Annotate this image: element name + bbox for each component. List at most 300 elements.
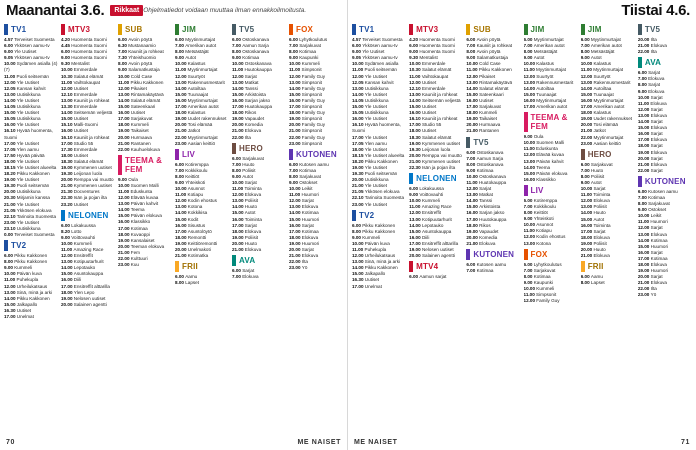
program-entry: 10.00 Asunnot xyxy=(175,186,205,192)
program-entry: 4.57 Terveiset Suomesta xyxy=(352,37,403,42)
program-entry: 20.00 Ilta xyxy=(637,37,657,42)
right-column-4 xyxy=(524,22,578,432)
program-entry: 7.30 Yhteishuomio xyxy=(118,55,157,61)
program-entry: 9.00 Voittovauhti xyxy=(409,192,444,198)
program-entry: 20.00 Uutisikkuna xyxy=(4,189,41,195)
program-entry: 17.00 Asuntolöytö xyxy=(175,228,212,234)
program-entry: 14.00 Kotimaa xyxy=(289,210,319,216)
program-entry: 21.00 Rantanen xyxy=(466,128,500,134)
right-header xyxy=(348,0,696,20)
program-entry: 14.00 Autoiltaa xyxy=(175,85,206,91)
program-entry: 16.00 Sarjat xyxy=(289,222,314,228)
program-entry: 7.00 Aamun Sarja xyxy=(232,43,269,49)
program-entry: 9.00 Yle Uutiset xyxy=(352,49,385,55)
program-entry: 17.05 Ylen aamu xyxy=(4,146,39,152)
left-publication: ME NAISET xyxy=(297,438,341,446)
program-entry: 18.00 Family Guy xyxy=(289,110,326,116)
program-entry: 13.00 Kauniit ja rohkeat xyxy=(409,91,458,97)
program-entry: 9.00 Salamatkustaja xyxy=(118,67,160,73)
program-entry: 17.00 Kotimaa xyxy=(289,228,319,234)
program-entry: 6.00 Lyhytkoulutus xyxy=(289,37,328,42)
program-entry: 15.00 Sateenkaari xyxy=(118,104,156,110)
program-entry: 12.00 Sarjat xyxy=(466,186,492,192)
program-entry: 6.00 Sarjat xyxy=(232,268,255,274)
program-entry: 10.00 Ostoskanava xyxy=(232,61,272,67)
left-column-1 xyxy=(4,22,58,432)
channel-heading: LIV xyxy=(524,185,578,196)
channel-heading: SUB xyxy=(118,24,172,35)
program-entry: 9.00 Voittovauhti xyxy=(61,234,95,240)
program-entry: 15.00 Tuunaajat xyxy=(523,91,557,97)
program-entry: 14.00 Yle Uutiset xyxy=(4,97,39,103)
program-entry: 21.00 Rantanen xyxy=(118,140,151,146)
program-entry: 14.00 Huuto xyxy=(232,204,258,210)
program-entry: 19.00 Vapaudet xyxy=(232,116,265,122)
program-entry: 16.00 Toiminta xyxy=(232,216,262,222)
program-entry: 11.00 Huumori xyxy=(289,192,319,198)
program-entry: 7.00 Kotimaa xyxy=(466,268,494,274)
channel-heading: FRII xyxy=(175,261,229,272)
program-entry: 6.00 Huomenta Suomi xyxy=(61,49,107,55)
program-entry: 16.00 Uutiset xyxy=(409,110,437,116)
channel-heading: KUTONEN xyxy=(638,176,692,187)
program-entry: 15.00 Yle Uutiset xyxy=(352,104,387,110)
program-entry: 6.00 Aamu xyxy=(580,274,603,280)
program-entry: 12.00 Elokuva xyxy=(580,198,610,204)
program-entry: 18.00 Elokuva xyxy=(232,228,262,234)
program-entry: 6.00 Myytinmurtajat xyxy=(523,37,564,42)
program-entry: 10.00 Sarjat xyxy=(580,186,606,192)
program-entry: 18.00 Sarjat xyxy=(637,143,663,149)
program-entry: 8.00 Metsästäjät xyxy=(523,49,558,55)
program-entry: 6.00 Ostoskanava xyxy=(232,37,270,42)
channel-heading: AVA xyxy=(232,255,286,266)
program-entry: 13.00 Kauniit ja rohkeat xyxy=(61,97,110,103)
program-entry: 6.00 Kotiremppa xyxy=(523,197,558,203)
program-entry: 18.30 Salatut elämät xyxy=(61,158,104,164)
program-entry: 4.45 Huomenta Suomi xyxy=(61,43,107,49)
left-column-6 xyxy=(289,22,343,432)
program-entry: 9.00 Kummeli xyxy=(352,234,381,240)
program-entry: 8.00 Kotimaa xyxy=(289,49,317,55)
program-entry: 15.00 Tuunaajat xyxy=(580,91,614,97)
program-entry: 22.00 Myytinmurtajat xyxy=(580,134,624,140)
program-entry: 13.00 Elokuva xyxy=(637,112,667,118)
program-entry: 18.00 Kalastus xyxy=(175,110,206,116)
program-entry: 7.00 Sarjakuvat xyxy=(523,267,556,273)
program-entry: 11.00 Toiminta xyxy=(580,192,611,198)
program-entry: 14.00 Autoiltaa xyxy=(580,85,612,91)
program-entry: 11.00 Myytinmurtajat xyxy=(580,67,624,73)
program-entry: 21.00 Yle Uutiset xyxy=(352,183,387,189)
program-entry: 23.00 Yö xyxy=(289,265,308,271)
program-entry: 12.00 Kodin ehostus xyxy=(175,198,217,204)
channel-heading: TV5 xyxy=(638,24,692,35)
program-entry: 6.00 Aamun sarjat xyxy=(409,274,447,280)
program-entry: 6.00 Aamu xyxy=(175,274,198,280)
program-entry: 20.00 Huuto xyxy=(232,240,258,246)
program-entry: 21.00 Kotimatka xyxy=(175,253,209,259)
program-entry: 15.00 Päivän elokuva xyxy=(118,213,162,219)
program-entry: 17.00 Amerikan autot xyxy=(580,104,625,110)
program-entry: 19.00 Taikaiset xyxy=(118,128,149,134)
program-entry: 13.00 Päivän kahvit xyxy=(118,201,159,207)
program-entry: 6.00 Huomenta Suomi xyxy=(409,43,455,49)
program-entry: 16.00 Uutiset xyxy=(466,97,494,103)
program-entry: 9.00 Kaupunki xyxy=(523,279,553,285)
program-entry: 12.05 Kansan kahvit xyxy=(352,79,394,85)
program-entry: 8.00 Metsästäjät xyxy=(175,49,209,55)
program-entry: 8.00 Sarjat xyxy=(637,82,661,88)
program-entry: 22.00 Myytinmurtajat xyxy=(175,134,218,140)
program-entry: 7.00 Kokkikoulu xyxy=(175,167,208,173)
program-entry: 10.00 Kummeli xyxy=(289,61,320,67)
program-entry: 6.00 Ostoskanava xyxy=(466,149,504,155)
program-entry: 6.00 Ykkösen aamu-tv xyxy=(352,43,398,49)
program-entry: 23.00 Yle Uutiset xyxy=(352,201,387,207)
program-entry: 14.00 Yle Uutiset xyxy=(352,91,387,97)
program-entry: 10.00 Kalastus xyxy=(580,61,612,67)
program-entry: 8.00 Sarjakuvat xyxy=(289,173,321,179)
program-entry: 15.00 Autot xyxy=(580,216,605,222)
program-entry: 20.30 Mirjamin kanssa xyxy=(4,195,50,201)
program-entry: 22.00 Ilta xyxy=(637,49,657,55)
program-entry: 19.00 Kymmenen uutiset xyxy=(409,140,460,146)
program-entry: 10.00 Emmerdale xyxy=(409,61,446,67)
channel-heading: NELONEN xyxy=(61,210,115,221)
program-entry: 13.00 Rintamakäytävä xyxy=(466,79,513,85)
program-entry: 13.00 Rakennusmestarit xyxy=(580,79,631,85)
program-entry: 15.05 Uutisikkuna xyxy=(352,110,389,116)
program-entry: 18.00 Kummeli xyxy=(118,122,149,128)
program-entry: 7.00 Kauniit ja rohkeat xyxy=(118,49,164,55)
program-entry: 11.00 Vaihtokaupat xyxy=(409,73,449,79)
program-entry: 21.00 Simpsonit xyxy=(289,128,322,134)
program-entry: 21.00 Yle Uutiset xyxy=(4,201,39,207)
program-entry: 17.00 Unelmat xyxy=(4,314,34,320)
program-entry: 10.00 Sydämen asialla xyxy=(352,61,399,67)
program-entry: 9.00 Autot xyxy=(580,179,602,185)
program-entry: 6.00 Sarjakuvat xyxy=(232,155,264,161)
program-entry: 16.00 Yle Uutiset xyxy=(4,122,39,128)
program-entry: 11.00 Elokuva xyxy=(637,100,667,106)
program-entry: 16.00 Klassikko xyxy=(523,176,556,182)
program-entry: 16.00 Myytinmurtajat xyxy=(580,97,624,103)
program-entry: 13.00 Kotona xyxy=(175,204,203,210)
program-entry: 8.00 Metsästäjät xyxy=(580,49,615,55)
program-entry: 6.00 Myytinmurtajat xyxy=(580,37,621,42)
program-entry: 22.10 Tarinoita Suomesta xyxy=(352,195,405,201)
program-entry: 14.00 Sarjat xyxy=(637,119,663,125)
program-entry: 8.20 Lotto xyxy=(61,228,82,234)
left-header xyxy=(0,0,347,20)
program-entry: 6.30 Mustanaamio xyxy=(118,43,156,49)
program-entry: 10.00 Sarjat xyxy=(232,179,257,185)
program-entry: 22.00 Kauhuelokuva xyxy=(118,146,160,152)
program-entry: 7.00 Elokuva xyxy=(232,274,259,280)
program-entry: 17.00 Amerikan autot xyxy=(175,104,219,110)
program-entry: 11.00 Huutokauppa xyxy=(466,179,507,185)
program-entry: 14.00 Teema xyxy=(523,164,551,170)
program-entry: 22.00 Ilta xyxy=(232,134,251,140)
program-entry: 10.00 Päivän kuva xyxy=(352,240,390,246)
program-entry: 16.00 Diili xyxy=(61,277,82,283)
program-entry: 14.00 Pikku Kakkonen xyxy=(352,265,398,271)
program-entry: 14.05 Uutisikkuna xyxy=(352,97,389,103)
program-entry: 20.00 Remppa vai muutto xyxy=(409,152,462,158)
channel-heading: TV2 xyxy=(352,210,406,221)
right-page xyxy=(348,0,696,450)
program-entry: 20.00 Teeman elokuva xyxy=(118,243,165,249)
program-entry: 18.15 Yle Uutiset alueelta xyxy=(352,152,405,158)
program-entry: 16.00 Yle Uutiset xyxy=(352,116,387,122)
program-entry: 20.00 Sarjat xyxy=(289,247,314,252)
program-entry: 22.00 Sarjat xyxy=(637,167,663,173)
program-entry: 7.00 Huuto xyxy=(580,167,604,173)
program-entry: 20.00 Family Guy xyxy=(289,122,326,128)
left-listings xyxy=(4,22,343,432)
program-entry: 10.30 Salatut elämät xyxy=(61,73,104,79)
channel-heading: TV5 xyxy=(466,137,520,148)
program-entry: 20.00 Salainen agentti xyxy=(409,253,455,259)
program-entry: 16.10 Kauniit ja rohkeat xyxy=(409,116,458,122)
program-entry: 6.00 Lokakuussa xyxy=(61,222,96,228)
channel-heading: FOX xyxy=(289,24,343,35)
program-entry: 13.00 Matkat xyxy=(466,192,493,198)
program-entry: 9.00 Yhteiskoti xyxy=(175,179,206,185)
channel-heading: KUTONEN xyxy=(289,149,343,160)
program-entry: 13.00 Kotona xyxy=(523,240,551,246)
program-entry: 14.00 Lepotauko xyxy=(409,222,444,228)
left-day-title: Maanantai 3.6. xyxy=(6,1,105,19)
program-entry: 22.10 Tarinoita Suomesta xyxy=(4,213,57,219)
program-entry: 11.00 Puoli seitsemän xyxy=(4,73,49,79)
program-entry: 17.50 Hyvää päivää xyxy=(4,152,45,158)
program-entry: 9.00 Oula xyxy=(118,176,138,182)
program-entry: 11.00 Myytinmurtajat xyxy=(175,67,218,73)
program-entry: 22.00 Ilta xyxy=(289,259,308,265)
program-entry: 19.30 Puoli seitsemän xyxy=(4,183,50,189)
program-entry: 19.30 Puoli seitsemän xyxy=(352,171,398,177)
program-entry: 23.20 Uutiset xyxy=(61,201,89,207)
channel-heading: JIM xyxy=(524,24,578,35)
program-entry: 9.00 Ostokset xyxy=(637,207,667,213)
left-page-number: 70 xyxy=(6,438,15,446)
program-entry: 22.00 Ilta xyxy=(637,286,657,292)
program-entry: 12.00 Suurtyöt xyxy=(580,73,611,79)
program-entry: 9.00 Huomenta Suomi xyxy=(409,49,455,55)
program-entry: 10.00 Emmerdale xyxy=(61,67,98,73)
program-entry: 9.00 Kotimaa xyxy=(232,55,260,61)
program-entry: 6.00 Kutosen aamu xyxy=(466,262,507,267)
channel-heading: FOX xyxy=(524,249,578,260)
program-entry: 4.20 Huomenta Suomi xyxy=(61,37,107,42)
program-entry: 20.00 Tosi elämää xyxy=(580,122,618,128)
program-entry: 12.00 Elävää kuvaa xyxy=(118,195,159,201)
program-entry: 19.00 Yle Uutiset xyxy=(352,164,387,170)
program-entry: 17.00 Sarjat xyxy=(580,228,606,234)
program-entry: 12.00 Yle Uutiset xyxy=(352,73,387,79)
program-entry: 10.00 Päivän kuva xyxy=(4,271,42,277)
program-entry: 11.00 Huutokauppa xyxy=(232,67,272,73)
program-entry: 18.20 Pikku Kakkonen xyxy=(4,171,50,177)
program-entry: 13.00 Elokuva xyxy=(289,204,319,210)
program-entry: 14.00 Seitsemän veljestä xyxy=(409,97,461,103)
left-column-3 xyxy=(118,22,172,432)
program-entry: 19.00 Kymmenen uutiset xyxy=(61,164,112,170)
program-entry: 13.30 Emmerdale xyxy=(61,104,98,110)
program-entry: 14.00 Salatut elämät xyxy=(466,85,509,91)
program-entry: 12.00 Ensitreffit xyxy=(61,253,93,259)
program-entry: 9.00 Oula xyxy=(523,134,544,140)
program-entry: 10.00 Asunnot xyxy=(523,222,554,228)
program-entry: 17.00 Kotimaa xyxy=(637,255,668,261)
program-entry: 7.00 Amerikan autot xyxy=(523,43,565,49)
program-entry: 20.00 Huuto xyxy=(580,247,606,252)
program-entry: 19.00 Uudet rakennukset xyxy=(580,116,633,122)
program-entry: 9.00 Kaupunki xyxy=(289,55,319,61)
program-entry: 15.00 Asuntokauppa xyxy=(409,228,452,234)
program-entry: 12.00 Sarjat xyxy=(637,225,663,231)
program-entry: 12.00 Urheilukatsaus xyxy=(352,253,396,259)
program-entry: 16.00 Sisustus xyxy=(175,222,206,228)
program-entry: 13.00 Rakennusmestarit xyxy=(175,79,225,85)
program-entry: 14.00 Tanssi xyxy=(232,85,258,91)
program-entry: 21.00 Jatkot xyxy=(175,128,201,134)
program-entry: 14.05 Uutisikkuna xyxy=(4,104,41,110)
program-entry: 12.05 Kansan kahvit xyxy=(4,85,46,91)
program-entry: 18.00 Uutiset xyxy=(409,128,437,134)
program-entry: 9.00 Autot xyxy=(523,55,545,61)
program-entry: 10.00 Leikit xyxy=(289,186,313,192)
right-column-3 xyxy=(466,22,520,432)
program-entry: 23.00 Aasian keittiö xyxy=(175,140,216,146)
channel-heading: TEEMA & FEM xyxy=(524,112,578,132)
channel-heading: HERO xyxy=(232,143,286,154)
program-entry: 17.30 Emmerdale xyxy=(61,146,98,152)
program-entry: 19.00 Nelosen uutiset xyxy=(409,247,454,252)
right-page-number: 71 xyxy=(681,438,690,446)
program-entry: 16.10 Hyvää huomenta, Suomi xyxy=(4,128,53,140)
left-badge: Rikkaat xyxy=(110,5,143,16)
program-entry: 18.00 Remontti xyxy=(175,234,207,240)
program-entry: 17.00 Huutokauppa xyxy=(232,104,273,110)
program-entry: 11.00 Eduskunta xyxy=(118,188,153,194)
program-entry: 21.00 Elokuva xyxy=(289,253,319,259)
program-entry: 21.00 Elokuva xyxy=(466,240,496,246)
program-entry: 14.00 Lepotauko xyxy=(61,265,96,271)
program-entry: 12.00 Urheilukatsaus xyxy=(4,283,48,289)
channel-heading: JIM xyxy=(175,24,229,35)
left-footer xyxy=(6,436,341,448)
program-entry: 13.00 Rintamakäytävä xyxy=(118,91,164,97)
program-entry: 17.00 Kotimaa xyxy=(118,225,148,231)
program-entry: 6.00 Pikku Kakkonen xyxy=(352,222,396,228)
program-entry: 13.00 Matkat xyxy=(232,79,259,85)
program-entry: 23.00 Yö xyxy=(637,292,657,298)
program-entry: 8.00 Lapset xyxy=(175,280,200,286)
program-entry: 7.00 Elokuva xyxy=(637,76,665,82)
program-entry: 13.00 Kotipuutarhurit xyxy=(61,259,104,265)
program-entry: 10.00 Kummeli xyxy=(409,198,440,204)
program-entry: 21.00 Elokuva xyxy=(637,43,667,49)
left-column-2 xyxy=(61,22,115,432)
program-entry: 11.00 Amazing Race xyxy=(61,247,104,252)
program-entry: 17.00 Sarjakuvat xyxy=(118,116,153,122)
program-entry: 16.00 Diili xyxy=(409,234,430,240)
program-entry: 6.00 Ykkösen aamu-tv xyxy=(4,43,50,49)
program-entry: 12.00 Elokuva xyxy=(232,192,262,198)
program-entry: 12.00 Elävää kuvaa xyxy=(523,152,564,158)
program-entry: 9.00 Autot xyxy=(232,173,253,179)
program-entry: 22.30 Isän ja pojan ilta xyxy=(61,195,107,201)
program-entry: 15.00 Kodit xyxy=(175,216,199,222)
program-entry: 23.00 Simpsonit xyxy=(289,140,322,146)
channel-heading: TV1 xyxy=(4,24,58,35)
program-entry: 14.00 Seitsemän veljestä xyxy=(61,110,113,116)
program-entry: 20.00 Unelmakoti xyxy=(175,247,211,252)
program-entry: 8.00 Keittiöt xyxy=(175,173,200,179)
program-entry: 18.30 Salatut elämät xyxy=(409,134,452,140)
channel-heading: TV5 xyxy=(232,24,286,35)
program-entry: 11.00 Pikku Kakkonen xyxy=(118,79,164,85)
program-entry: 15.00 Jalkapallo xyxy=(352,271,386,277)
program-entry: 11.00 Puhekupla xyxy=(352,247,387,252)
program-entry: 9.00 Kotimaa xyxy=(466,167,494,173)
program-entry: 21.05 Ykkösen elokuva xyxy=(352,189,400,195)
program-entry: 12.00 Ensitreffit xyxy=(409,210,442,216)
program-entry: 16.00 Myytinmurtajat xyxy=(175,97,218,103)
program-entry: 10.00 Suomen Malli xyxy=(523,140,565,146)
program-entry: 8.00 Ostoskanava xyxy=(466,161,504,167)
program-entry: 19.00 Kansalaiset xyxy=(118,237,155,243)
program-entry: 17.00 Sarjat xyxy=(232,222,257,228)
program-entry: 16.00 Family Guy xyxy=(289,97,326,103)
program-entry: 12.10 Emmerdale xyxy=(409,85,446,91)
program-entry: 16.00 Uutiset xyxy=(61,128,89,134)
program-entry: 13.00 Uutisikkuna xyxy=(352,85,389,91)
program-entry: 21.00 Elokuva xyxy=(232,247,262,252)
program-entry: 22.00 Family Guy xyxy=(289,134,326,140)
program-entry: 18.00 Uutiset xyxy=(61,152,89,158)
program-entry: 13.00 Elokuva xyxy=(637,231,667,237)
right-listings xyxy=(352,22,692,432)
program-entry: 19.00 Simpsonit xyxy=(289,116,322,122)
right-publication: ME NAISET xyxy=(354,438,398,446)
program-entry: 19.00 Taikaiset xyxy=(466,116,497,122)
program-entry: 10.00 Ostoskanava xyxy=(466,173,506,179)
program-entry: 4.20 Huomenta Suomi xyxy=(409,37,455,42)
program-entry: 6.00 Sarjakuvat xyxy=(580,161,613,167)
left-column-4 xyxy=(175,22,229,432)
program-entry: 9.00 Huomenta Suomi xyxy=(61,55,107,61)
program-entry: 12.00 Yle Uutiset xyxy=(4,79,39,85)
program-entry: 15.10 Malli-Suomi xyxy=(61,122,98,128)
program-entry: 10.30 Salatut elämät xyxy=(409,67,452,73)
program-entry: 16.00 Klassikko xyxy=(118,219,151,225)
right-column-5 xyxy=(581,22,635,432)
program-entry: 9.30 Mentalist xyxy=(409,55,438,61)
program-entry: 8.00 Keittiöt xyxy=(523,210,548,216)
program-entry: 15.00 Arkistoista xyxy=(232,91,266,97)
program-entry: 7.00 Kotimaa xyxy=(637,194,665,200)
program-entry: 14.00 Salatut elämät xyxy=(118,97,161,103)
channel-heading: NELONEN xyxy=(409,173,463,184)
program-entry: 12.00 Sarjat xyxy=(289,198,314,204)
program-entry: 6.00 Avoin pöytä xyxy=(466,37,501,42)
program-entry: 11.00 Pikku Kakkonen xyxy=(466,67,512,73)
program-entry: 11.00 Vaihtokaupat xyxy=(61,79,101,85)
